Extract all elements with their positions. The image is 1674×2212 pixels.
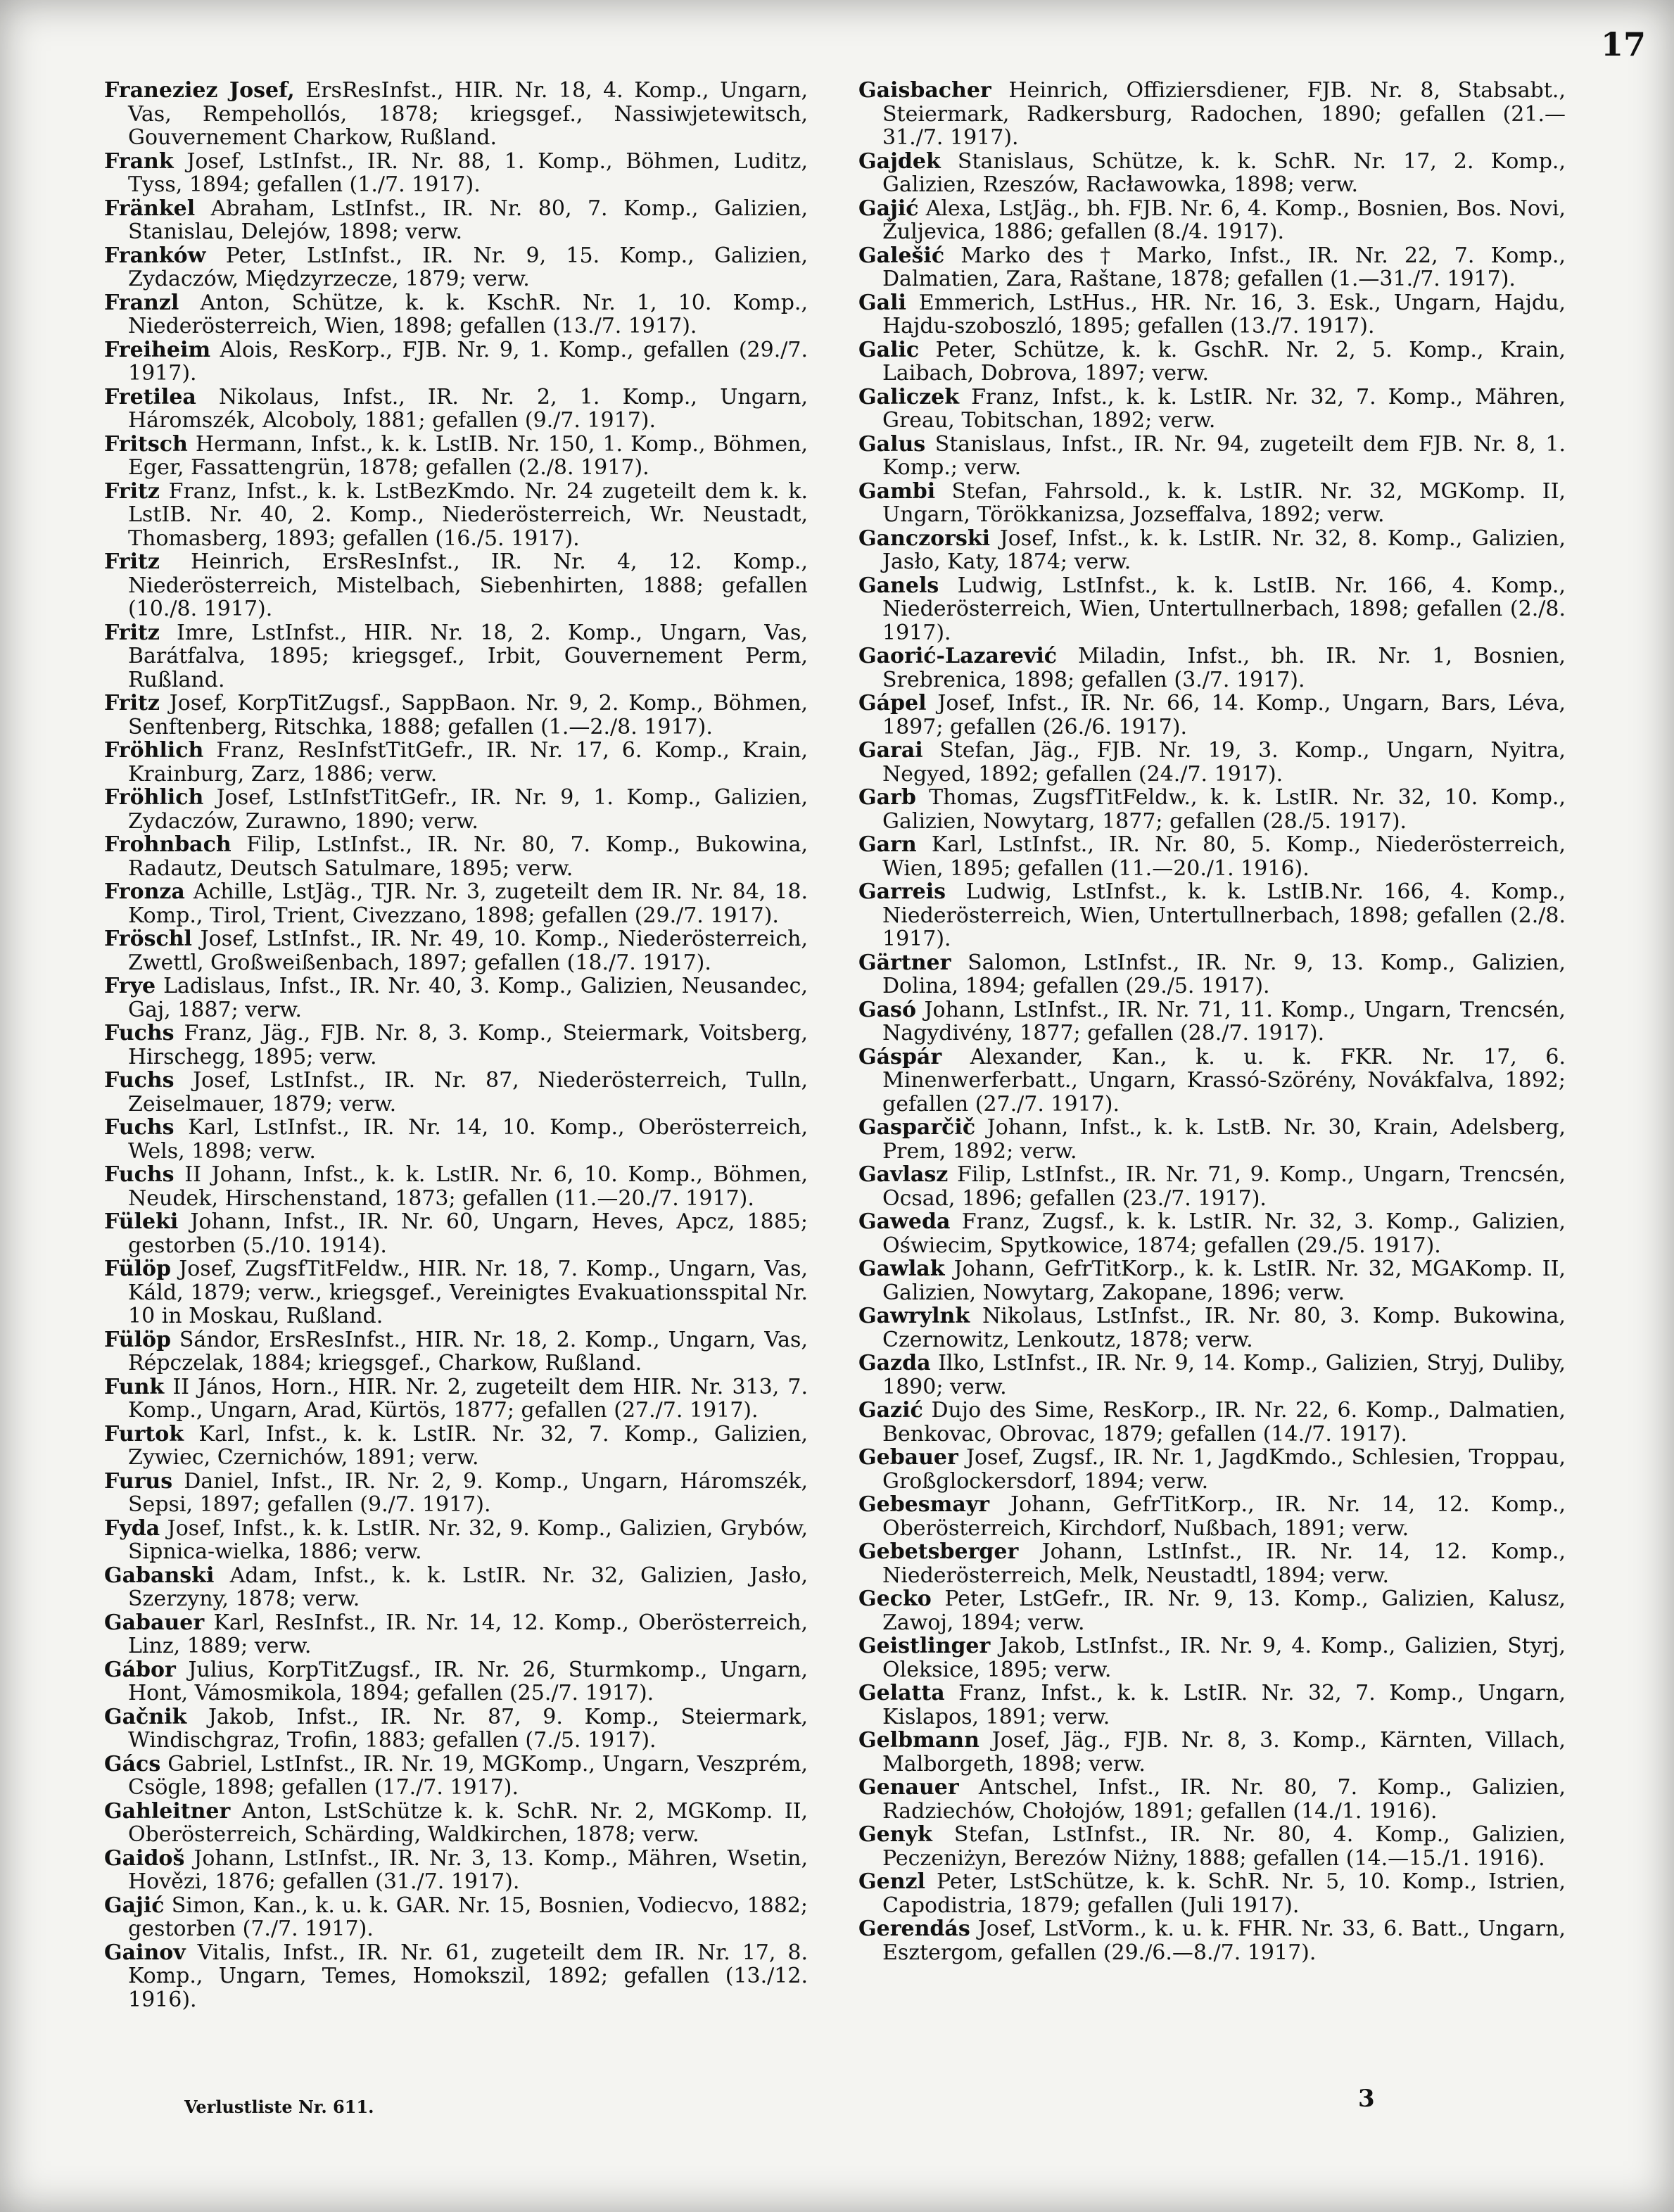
entry-surname: Gahleitner <box>104 1798 231 1824</box>
entry-details: Franz, Infst., k. k. LstBezKmdo. Nr. 24 zugeteilt dem k. k. LstIB. Nr. 40, 2. Komp., Niederösterreich, Wr. Neustadt, Thomasberg, 1893; gefallen (16./5. 1917). <box>128 478 809 551</box>
list-entry <box>858 739 1566 786</box>
entry-surname: Gács <box>104 1751 161 1776</box>
entry-details: Franz, Zugsf., k. k. LstIR. Nr. 32, 3. Komp., Galizien, Oświecim, Spytkowice, 1874; gefallen (29./5. 1917). <box>882 1209 1566 1258</box>
list-entry <box>104 480 808 551</box>
list-entry <box>104 786 808 833</box>
list-entry <box>858 1210 1566 1257</box>
entry-details: Ilko, LstInfst., IR. Nr. 9, 14. Komp., Galizien, Stryj, Duliby, 1890; verw. <box>882 1351 1566 1399</box>
entry-surname: Gärtner <box>858 950 951 975</box>
list-entry <box>858 692 1566 739</box>
entry-surname: Gebetsberger <box>858 1539 1019 1564</box>
entry-details: Josef, LstInfst., IR. Nr. 87, Niederösterreich, Tulln, Zeiselmauer, 1879; verw. <box>128 1068 808 1117</box>
list-entry <box>858 1304 1566 1352</box>
entry-surname: Gawlak <box>858 1257 945 1281</box>
entry-details: Johann, GefrTitKorp., k. k. LstIR. Nr. 32, MGAKomp. II, Galizien, Nowytarg, Zakopane, 1896; verw. <box>882 1257 1566 1305</box>
entry-details: Peter, LstInfst., IR. Nr. 9, 15. Komp., Galizien, Zydaczów, Międzyrzecze, 1879; verw. <box>128 243 808 291</box>
entry-details: Imre, LstInfst., HIR. Nr. 18, 2. Komp., Ungarn, Vas, Barátfalva, 1895; kriegsgef., Irbit, Gouvernement Perm, Rußland. <box>128 620 808 692</box>
list-entry <box>858 1540 1566 1587</box>
entry-surname: Ganczorski <box>858 526 991 551</box>
entry-surname: Fröhlich <box>104 785 204 810</box>
footer-signature-mark: 3 <box>1358 2085 1375 2113</box>
list-entry <box>858 386 1566 433</box>
entry-surname: Gábor <box>104 1657 176 1682</box>
entry-details: Salomon, LstInfst., IR. Nr. 9, 13. Komp., Galizien, Dolina, 1894; gefallen (29./5. 1917). <box>882 950 1566 998</box>
entry-surname: Fülöp <box>104 1327 171 1352</box>
entry-details: Heinrich, ErsResInfst., IR. Nr. 4, 12. Komp., Niederösterreich, Mistelbach, Siebenhirten, 1888; gefallen (10./8. 1917). <box>128 549 808 621</box>
entry-surname: Fröschl <box>104 927 192 951</box>
list-entry <box>104 1517 808 1564</box>
entry-details: Peter, LstSchütze, k. k. SchR. Nr. 5, 10. Komp., Istrien, Capodistria, 1879; gefallen (Juli 1917). <box>882 1869 1566 1918</box>
list-entry <box>104 1163 808 1210</box>
entry-details: Josef, Infst., IR. Nr. 66, 14. Komp., Ungarn, Bars, Léva, 1897; gefallen (26./6. 1917). <box>882 691 1566 739</box>
entry-details: II János, Horn., HIR. Nr. 2, zugeteilt dem HIR. Nr. 313, 7. Komp., Ungarn, Arad, Kürtös, 1877; gefallen (27./7. 1917). <box>128 1374 808 1423</box>
entry-details: Adam, Infst., k. k. LstIR. Nr. 32, Galizien, Jasło, Szerzyny, 1878; verw. <box>128 1563 808 1611</box>
left-column <box>104 79 808 2011</box>
entry-surname: Fränkel <box>104 196 196 221</box>
entry-surname: Gazić <box>858 1398 923 1423</box>
entry-details: Johann, LstInfst., IR. Nr. 14, 12. Komp., Niederösterreich, Melk, Neustadtl, 1894; verw. <box>882 1539 1566 1588</box>
entry-details: Josef, LstInfstTitGefr., IR. Nr. 9, 1. Komp., Galizien, Zydaczów, Zurawno, 1890; verw. <box>128 785 808 834</box>
entry-surname: Freiheim <box>104 337 211 362</box>
entry-details: Karl, LstInfst., IR. Nr. 14, 10. Komp., Oberösterreich, Wels, 1898; verw. <box>128 1115 808 1164</box>
list-entry <box>858 1729 1566 1776</box>
entry-details: II Johann, Infst., k. k. LstIR. Nr. 6, 10. Komp., Böhmen, Neudek, Hirschenstand, 1873; gefallen (11.—20./7. 1917). <box>128 1162 808 1211</box>
list-entry <box>104 386 808 433</box>
list-entry <box>858 1045 1566 1117</box>
entry-surname: Garai <box>858 738 923 763</box>
entry-details: Achille, LstJäg., TJR. Nr. 3, zugeteilt dem IR. Nr. 84, 18. Komp., Tirol, Trient, Civezzano, 1898; gefallen (29./7. 1917). <box>128 879 808 928</box>
entry-surname: Frohnbach <box>104 832 232 857</box>
entry-details: Julius, KorpTitZugsf., IR. Nr. 26, Sturmkomp., Ungarn, Hont, Vámosmikola, 1894; gefallen (25./7. 1917). <box>128 1657 808 1705</box>
entry-details: Heinrich, Offiziersdiener, FJB. Nr. 8, Stabsabt., Steiermark, Radkersburg, Radochen, 1890; gefallen (21.—31./7. 1917). <box>882 78 1566 150</box>
entry-surname: Fuchs <box>104 1162 175 1187</box>
right-column <box>858 79 1566 1964</box>
list-entry <box>104 1257 808 1328</box>
list-entry <box>104 974 808 1022</box>
list-entry <box>858 644 1566 692</box>
entry-surname: Geistlinger <box>858 1634 991 1658</box>
entry-surname: Gaisbacher <box>858 78 991 103</box>
entry-surname: Genauer <box>858 1775 959 1800</box>
list-entry <box>104 1470 808 1517</box>
footer-list-number: Verlustliste Nr. 611. <box>184 2097 374 2117</box>
entry-details: Jakob, LstInfst., IR. Nr. 9, 4. Komp., Galizien, Styrj, Oleksice, 1895; verw. <box>882 1634 1566 1682</box>
list-entry <box>858 1257 1566 1304</box>
list-entry <box>104 1116 808 1163</box>
entry-surname: Gáspár <box>858 1044 942 1069</box>
entry-details: Emmerich, LstHus., HR. Nr. 16, 3. Esk., Ungarn, Hajdu, Hajdu-szoboszló, 1895; gefallen (13./7. 1917). <box>882 290 1566 338</box>
entry-details: Franz, Infst., k. k. LstIR. Nr. 32, 7. Komp., Mähren, Greau, Tobitschan, 1892; verw. <box>882 384 1566 433</box>
entry-details: Vitalis, Infst., IR. Nr. 61, zugeteilt dem IR. Nr. 17, 8. Komp., Ungarn, Temes, Homokszil, 1892; gefallen (13./12. 1916). <box>128 1940 808 2012</box>
entry-surname: Gasparčič <box>858 1115 976 1140</box>
entry-details: Josef, Infst., k. k. LstIR. Nr. 32, 8. Komp., Galizien, Jasło, Katy, 1874; verw. <box>882 526 1566 574</box>
list-entry <box>858 1493 1566 1540</box>
entry-surname: Gasó <box>858 997 916 1022</box>
entry-details: Josef, LstInfst., IR. Nr. 49, 10. Komp., Niederösterreich, Zwettl, Großweißenbach, 1897; gefallen (18./7. 1917). <box>128 927 808 975</box>
entry-surname: Gačnik <box>104 1704 187 1729</box>
list-entry <box>104 1800 808 1847</box>
entry-details: Josef, LstInfst., IR. Nr. 88, 1. Komp., Böhmen, Luditz, Tyss, 1894; gefallen (1./7. 1917). <box>128 148 808 197</box>
entry-surname: Fritsch <box>104 431 188 457</box>
list-entry <box>104 244 808 291</box>
list-entry <box>104 621 808 692</box>
entry-details: Dujo des Sime, ResKorp., IR. Nr. 22, 6. Komp., Dalmatien, Benkovac, Obrovac, 1879; gefallen (14./7. 1917). <box>882 1398 1566 1447</box>
list-entry <box>858 951 1566 998</box>
list-entry <box>858 197 1566 244</box>
entry-details: Josef, Jäg., FJB. Nr. 8, 3. Komp., Kärnten, Villach, Malborgeth, 1898; verw. <box>882 1728 1566 1776</box>
entry-details: Josef, Infst., k. k. LstIR. Nr. 32, 9. Komp., Galizien, Grybów, Sipnica-wielka, 1886; verw. <box>128 1515 808 1564</box>
entry-details: Jakob, Infst., IR. Nr. 87, 9. Komp., Steiermark, Windischgraz, Trofin, 1883; gefallen (7./5. 1917). <box>128 1704 808 1753</box>
list-entry <box>104 79 808 150</box>
entry-surname: Funk <box>104 1374 165 1399</box>
page-number: 17 <box>1600 25 1646 63</box>
entry-details: Karl, ResInfst., IR. Nr. 14, 12. Komp., Oberösterreich, Linz, 1889; verw. <box>128 1610 808 1658</box>
entry-surname: Gajić <box>858 196 919 221</box>
list-entry <box>104 1611 808 1658</box>
list-entry <box>858 1682 1566 1729</box>
list-entry <box>858 1399 1566 1446</box>
entry-surname: Gainov <box>104 1940 186 1965</box>
entry-details: Ludwig, LstInfst., k. k. LstIB.Nr. 166, 4. Komp., Niederösterreich, Wien, Untertullnerbach, 1898; gefallen (2./8. 1917). <box>882 879 1566 951</box>
entry-details: Ladislaus, Infst., IR. Nr. 40, 3. Komp., Galizien, Neusandec, Gaj, 1887; verw. <box>128 974 808 1022</box>
list-entry <box>104 197 808 244</box>
entry-details: Filip, LstInfst., IR. Nr. 71, 9. Komp., Ungarn, Trencsén, Ocsad, 1896; gefallen (23./7. 1917). <box>882 1162 1566 1211</box>
list-entry <box>858 1163 1566 1210</box>
entry-surname: Fröhlich <box>104 738 204 763</box>
list-entry <box>104 1753 808 1800</box>
entry-details: Josef, LstVorm., k. u. k. FHR. Nr. 33, 6. Batt., Ungarn, Esztergom, gefallen (29./6.—8./7. 1917). <box>882 1917 1566 1965</box>
entry-surname: Füleki <box>104 1209 179 1234</box>
entry-surname: Genyk <box>858 1822 932 1847</box>
entry-details: Stanislaus, Schütze, k. k. SchR. Nr. 17, 2. Komp., Galizien, Rzeszów, Racławowka, 1898; verw. <box>882 148 1566 197</box>
entry-surname: Galic <box>858 337 920 362</box>
list-entry <box>858 433 1566 480</box>
entry-surname: Gecko <box>858 1587 932 1611</box>
list-entry <box>104 1328 808 1375</box>
list-entry <box>104 1375 808 1423</box>
entry-surname: Frye <box>104 974 156 998</box>
entry-details: Franz, ResInfstTitGefr., IR. Nr. 17, 6. Komp., Krain, Krainburg, Zarz, 1886; verw. <box>128 738 808 787</box>
entry-surname: Gerendás <box>858 1917 970 1941</box>
list-entry <box>858 833 1566 880</box>
entry-details: Stefan, LstInfst., IR. Nr. 80, 4. Komp., Galizien, Peczeniżyn, Berezów Niżny, 1888; gefallen (14.—15./1. 1916). <box>882 1822 1566 1871</box>
list-entry <box>104 880 808 927</box>
entry-details: Miladin, Infst., bh. IR. Nr. 1, Bosnien, Srebrenica, 1898; gefallen (3./7. 1917). <box>882 644 1566 692</box>
entry-details: Johann, LstInfst., IR. Nr. 71, 11. Komp., Ungarn, Trencsén, Nagydivény, 1877; gefallen (28./7. 1917). <box>882 997 1566 1045</box>
entry-surname: Fuchs <box>104 1021 175 1045</box>
entry-surname: Garb <box>858 785 916 810</box>
entry-details: Anton, Schütze, k. k. KschR. Nr. 1, 10. Komp., Niederösterreich, Wien, 1898; gefallen (13./7. 1917). <box>128 290 809 338</box>
list-entry <box>104 550 808 621</box>
entry-surname: Fritz <box>104 478 160 504</box>
list-entry <box>858 1776 1566 1823</box>
list-entry <box>104 291 808 338</box>
entry-surname: Franków <box>104 243 206 268</box>
entry-surname: Fronza <box>104 879 185 904</box>
list-entry <box>858 998 1566 1045</box>
entry-surname: Gebesmayr <box>858 1492 990 1517</box>
entry-details: Abraham, LstInfst., IR. Nr. 80, 7. Komp., Galizien, Stanislau, Delejów, 1898; verw. <box>128 196 808 244</box>
list-entry <box>104 1705 808 1753</box>
entry-surname: Franeziez Josef, <box>104 78 295 103</box>
list-entry <box>858 574 1566 645</box>
list-entry <box>104 1847 808 1894</box>
list-entry <box>104 150 808 197</box>
entry-surname: Gajdek <box>858 148 941 174</box>
entry-surname: Fritz <box>104 549 160 574</box>
entry-surname: Furtok <box>104 1421 184 1447</box>
list-entry <box>858 150 1566 197</box>
entry-details: Alexander, Kan., k. u. k. FKR. Nr. 17, 6. Minenwerferbatt., Ungarn, Krassó-Szörény, Novákfalva, 1892; gefallen (27./7. 1917). <box>882 1044 1566 1117</box>
entry-surname: Gambi <box>858 478 936 504</box>
entry-details: Simon, Kan., k. u. k. GAR. Nr. 15, Bosnien, Vodiecvo, 1882; gestorben (7./7. 1917). <box>128 1893 808 1941</box>
list-entry <box>104 1894 808 1941</box>
entry-surname: Galešić <box>858 243 945 268</box>
entry-surname: Galiczek <box>858 384 960 409</box>
entry-details: Johann, LstInfst., IR. Nr. 3, 13. Komp., Mähren, Wsetin, Hovězi, 1876; gefallen (31./7. 1917). <box>128 1845 808 1894</box>
entry-details: Johann, Infst., IR. Nr. 60, Ungarn, Heves, Apcz, 1885; gestorben (5./10. 1914). <box>128 1209 808 1258</box>
entry-details: Karl, Infst., k. k. LstIR. Nr. 32, 7. Komp., Galizien, Zywiec, Czernichów, 1891; verw. <box>128 1421 808 1470</box>
entry-details: Stefan, Jäg., FJB. Nr. 19, 3. Komp., Ungarn, Nyitra, Negyed, 1892; gefallen (24./7. 1917). <box>882 738 1566 787</box>
entry-details: Franz, Infst., k. k. LstIR. Nr. 32, 7. Komp., Ungarn, Kislapos, 1891; verw. <box>882 1681 1566 1729</box>
entry-details: Nikolaus, Infst., IR. Nr. 2, 1. Komp., Ungarn, Háromszék, Alcoboly, 1881; gefallen (9./7. 1917). <box>128 384 808 433</box>
entry-details: Thomas, ZugsfTitFeldw., k. k. LstIR. Nr. 32, 10. Komp., Galizien, Nowytarg, 1877; gefallen (28./5. 1917). <box>882 785 1566 834</box>
entry-surname: Fuchs <box>104 1115 175 1140</box>
entry-details: Josef, KorpTitZugsf., SappBaon. Nr. 9, 2. Komp., Böhmen, Senftenberg, Ritschka, 1888; gefallen (1.—2./8. 1917). <box>128 691 808 739</box>
entry-details: Johann, Infst., k. k. LstB. Nr. 30, Krain, Adelsberg, Prem, 1892; verw. <box>882 1115 1566 1164</box>
entry-details: Peter, Schütze, k. k. GschR. Nr. 2, 5. Komp., Krain, Laibach, Dobrova, 1897; verw. <box>882 337 1566 386</box>
entry-details: Karl, LstInfst., IR. Nr. 80, 5. Komp., Niederösterreich, Wien, 1895; gefallen (11.—20./1. 1916). <box>882 832 1566 881</box>
entry-details: Sándor, ErsResInfst., HIR. Nr. 18, 2. Komp., Ungarn, Vas, Répczelak, 1884; kriegsgef., Charkow, Rußland. <box>128 1327 808 1375</box>
list-entry <box>858 338 1566 386</box>
list-entry <box>858 1116 1566 1163</box>
entry-details: Gabriel, LstInfst., IR. Nr. 19, MGKomp., Ungarn, Veszprém, Csögle, 1898; gefallen (17./7. 1917). <box>128 1751 808 1800</box>
entry-surname: Gaweda <box>858 1209 951 1234</box>
list-entry <box>858 1446 1566 1493</box>
entry-details: Daniel, Infst., IR. Nr. 2, 9. Komp., Ungarn, Háromszék, Sepsi, 1897; gefallen (9./7. 1917). <box>128 1468 808 1517</box>
entry-surname: Gazda <box>858 1351 931 1375</box>
entry-details: Johann, GefrTitKorp., IR. Nr. 14, 12. Komp., Oberösterreich, Kirchdorf, Nußbach, 1891; verw. <box>882 1492 1566 1541</box>
list-entry <box>858 527 1566 574</box>
list-entry <box>104 433 808 480</box>
entry-surname: Gajić <box>104 1893 165 1918</box>
list-entry <box>104 1658 808 1705</box>
list-entry <box>858 244 1566 291</box>
entry-details: Peter, LstGefr., IR. Nr. 9, 13. Komp., Galizien, Kalusz, Zawoj, 1894; verw. <box>882 1587 1566 1635</box>
entry-details: Franz, Jäg., FJB. Nr. 8, 3. Komp., Steiermark, Voitsberg, Hirschegg, 1895; verw. <box>128 1021 808 1069</box>
entry-details: Anton, LstSchütze k. k. SchR. Nr. 2, MGKomp. II, Oberösterreich, Schärding, Waldkirchen, 1878; verw. <box>128 1798 808 1847</box>
list-entry <box>858 1823 1566 1870</box>
entry-surname: Gelbmann <box>858 1728 979 1753</box>
entry-surname: Fyda <box>104 1515 160 1541</box>
list-entry <box>104 1069 808 1116</box>
entry-surname: Fritz <box>104 620 160 645</box>
list-entry <box>858 1917 1566 1964</box>
entry-details: Marko des † Marko, Infst., IR. Nr. 22, 7. Komp., Dalmatien, Zara, Raštane, 1878; gefallen (1.—31./7. 1917). <box>882 243 1566 291</box>
list-entry <box>858 1870 1566 1917</box>
list-entry <box>104 739 808 786</box>
list-entry <box>858 786 1566 833</box>
list-entry <box>858 1587 1566 1634</box>
entry-surname: Gali <box>858 290 906 315</box>
entry-surname: Genzl <box>858 1869 925 1894</box>
list-entry <box>104 833 808 880</box>
entry-details: Antschel, Infst., IR. Nr. 80, 7. Komp., Galizien, Radziechów, Chołojów, 1891; gefallen (14./1. 1916). <box>882 1775 1566 1824</box>
list-entry <box>858 1352 1566 1399</box>
entry-surname: Fretilea <box>104 384 196 409</box>
entry-surname: Frank <box>104 148 174 174</box>
list-entry <box>858 291 1566 338</box>
entry-surname: Garn <box>858 832 917 857</box>
entry-details: Nikolaus, LstInfst., IR. Nr. 80, 3. Komp. Bukowina, Czernowitz, Lenkoutz, 1878; verw. <box>882 1304 1566 1352</box>
list-entry <box>104 1210 808 1257</box>
entry-surname: Gabanski <box>104 1563 215 1588</box>
entry-details: Josef, ZugsfTitFeldw., HIR. Nr. 18, 7. Komp., Ungarn, Vas, Káld, 1879; verw., kriegsgef., Vereinigtes Evakuationsspital Nr. 10 in Moskau, Rußland. <box>128 1257 808 1328</box>
entry-surname: Gápel <box>858 691 927 716</box>
entry-surname: Gelatta <box>858 1681 945 1705</box>
entry-surname: Gavlasz <box>858 1162 949 1187</box>
entry-surname: Fuchs <box>104 1068 175 1093</box>
entry-details: Stanislaus, Infst., IR. Nr. 94, zugeteilt dem FJB. Nr. 8, 1. Komp.; verw. <box>882 431 1566 480</box>
list-entry <box>858 480 1566 527</box>
entry-surname: Gebauer <box>858 1445 958 1470</box>
entry-details: ErsResInfst., HIR. Nr. 18, 4. Komp., Ungarn, Vas, Rempehollós, 1878; kriegsgef., Nassiwjetewitsch, Gouvernement Charkow, Rußland. <box>128 78 808 150</box>
entry-details: Josef, Zugsf., IR. Nr. 1, JagdKmdo., Schlesien, Troppau, Großglockersdorf, 1894; verw. <box>882 1445 1566 1494</box>
entry-surname: Fritz <box>104 691 160 716</box>
list-entry <box>104 1423 808 1470</box>
list-entry <box>104 692 808 739</box>
entry-details: Filip, LstInfst., IR. Nr. 80, 7. Komp., Bukowina, Radautz, Deutsch Satulmare, 1895; verw. <box>128 832 808 881</box>
entry-details: Alexa, LstJäg., bh. FJB. Nr. 6, 4. Komp., Bosnien, Bos. Novi, Žuljevica, 1886; gefallen (8./4. 1917). <box>882 196 1566 244</box>
entry-surname: Garreis <box>858 879 946 904</box>
list-entry <box>104 1564 808 1611</box>
entry-surname: Galus <box>858 431 926 457</box>
entry-surname: Gaidoš <box>104 1845 185 1871</box>
entry-surname: Franzl <box>104 290 179 315</box>
list-entry <box>104 927 808 974</box>
list-entry <box>104 1022 808 1069</box>
list-entry <box>104 1941 808 2012</box>
list-entry <box>858 79 1566 150</box>
list-entry <box>858 1634 1566 1682</box>
entry-surname: Gabauer <box>104 1610 205 1635</box>
entry-details: Hermann, Infst., k. k. LstIB. Nr. 150, 1. Komp., Böhmen, Eger, Fassattengrün, 1878; gefallen (2./8. 1917). <box>128 431 808 480</box>
list-entry <box>858 880 1566 951</box>
entry-surname: Ganels <box>858 573 939 598</box>
entry-surname: Gaorić-Lazarević <box>858 644 1057 668</box>
list-entry <box>104 338 808 386</box>
entry-details: Stefan, Fahrsold., k. k. LstIR. Nr. 32, MGKomp. II, Ungarn, Törökkanizsa, Jozseffalva, 1892; verw. <box>882 478 1566 527</box>
entry-surname: Gawrylnk <box>858 1304 970 1328</box>
entry-surname: Fülöp <box>104 1257 171 1281</box>
entry-details: Ludwig, LstInfst., k. k. LstIB. Nr. 166, 4. Komp., Niederösterreich, Wien, Untertullnerbach, 1898; gefallen (2./8. 1917). <box>882 573 1566 645</box>
entry-surname: Furus <box>104 1468 173 1494</box>
entry-details: Alois, ResKorp., FJB. Nr. 9, 1. Komp., gefallen (29./7. 1917). <box>128 337 808 386</box>
